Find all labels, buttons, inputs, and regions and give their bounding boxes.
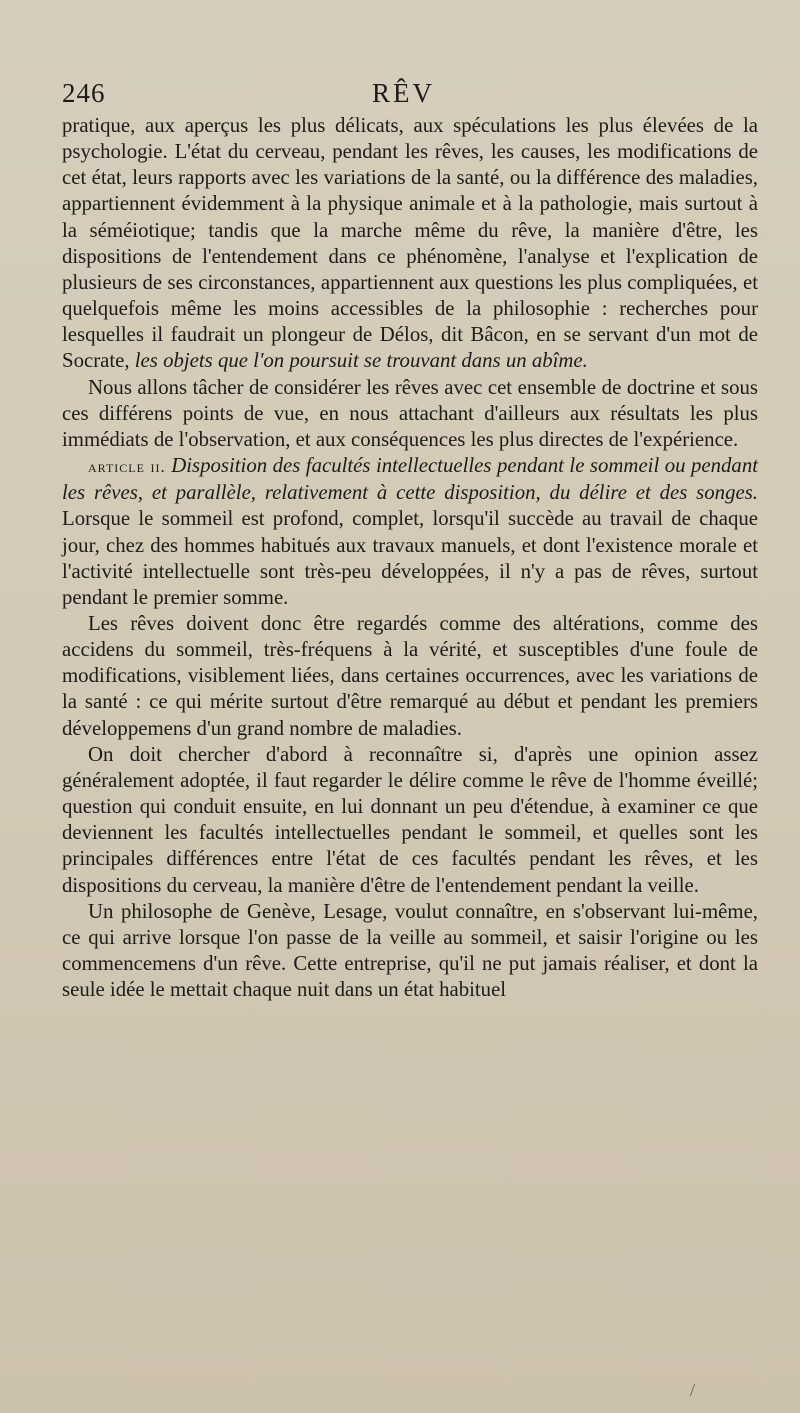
footer-mark: / [690,1380,696,1400]
page-body [62,113,758,1003]
article-title: Disposition des facultés intellectuelles pendant le sommeil ou pendant les rêves, et parallèle, relativement à cette disposition, du délire et des songes. [62,454,758,505]
article-label: article ii. [88,457,166,477]
running-head: RÊV [372,78,435,108]
text-span: Lorsque le sommeil est profond, complet, lorsqu'il succède au travail de chaque jour, chez des hommes habitués aux travaux manuels, et dont l'existence morale et l'activité intellectuelle sont très-peu développées, il n'y a pas de rêves, surtout pendant le premier somme. [62,507,758,609]
italic-quote: les objets que l'on poursuit se trouvant dans un abîme. [134,349,588,373]
page-header [62,78,760,114]
paragraph-article-heading [62,453,758,611]
paragraph [62,742,758,899]
page-number: 246 [62,78,106,108]
paragraph-continuation [62,113,758,375]
text-span: pratique, aux aperçus les plus délicats, aux spéculations les plus élevées de la psychologie. L'état du cerveau, pendant les rêves, les causes, les modifications de cet état, leurs rapports avec les variations de la santé, ou la différence des maladies, appartiennent évidemment à la physique animale et à la pathologie, mais surtout à la séméiotique; tandis que la marche même du rêve, la manière d'être, les dispositions de l'entendement dans ce phénomène, l'analyse et l'explication de plusieurs de ses circonstances, appartiennent aux questions les plus compliquées, et quelquefois même les moins accessibles de la philosophie : recherches pour lesquelles il faudrait un plongeur de Délos, dit Bâcon, en se servant d'un mot de Socrate, [62,114,758,373]
text-span: On doit chercher d'abord à reconnaître si, d'après une opinion assez généralement adoptée, il faut regarder le délire comme le rêve de l'homme éveillé; question qui conduit ensuite, en lui donnant un peu d'étendue, à examiner ce que deviennent les facultés intellectuelles pendant le sommeil, et quelles sont les principales différences entre l'état de ces facultés pendant les rêves, et les dispositions du cerveau, la manière d'être de l'entendement pendant la veille. [62,742,758,897]
paragraph [62,611,758,742]
text-span: Un philosophe de Genève, Lesage, voulut connaître, en s'observant lui-même, ce qui arrive lorsque l'on passe de la veille au sommeil, et saisir l'origine ou les commencemens d'un rêve. Cette entreprise, qu'il ne put jamais réaliser, et dont la seule idée le mettait chaque nuit dans un état habituel [62,899,758,1002]
text-span: Les rêves doivent donc être regardés comme des altérations, comme des accidens du sommeil, très-fréquens à la vérité, et susceptibles d'une foule de modifications, visiblement liées, dans certaines occurrences, avec les variations de la santé : ce qui mérite surtout d'être remarqué au début et pendant les premiers développemens d'un grand nombre de maladies. [62,611,758,740]
paragraph [62,899,758,1004]
text-span: Nous allons tâcher de considérer les rêves avec cet ensemble de doctrine et sous ces différens points de vue, en nous attachant d'ailleurs aux résultats les plus immédiats de l'observation, et aux conséquences les plus directes de l'expérience. [62,375,758,451]
paragraph [62,375,758,453]
